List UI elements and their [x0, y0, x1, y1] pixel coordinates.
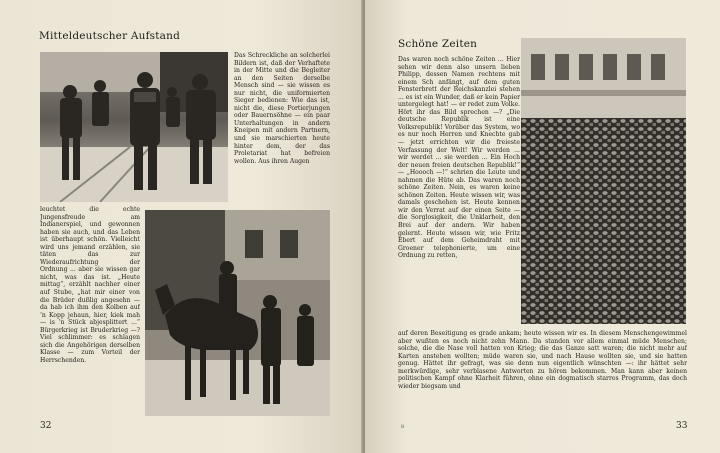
right-page-heading: Schöne Zeiten [398, 38, 478, 50]
left-lower-text-column [40, 206, 140, 416]
left-page-heading: Mitteldeutscher Aufstand [39, 30, 181, 42]
photo-mounted-soldier [145, 210, 330, 416]
signature-mark: 8 [401, 424, 405, 430]
right-column-paragraph: Das waren noch schöne Zeiten ... Hier sehen wir denn also unsern lieben Philipp, dessen Namen rechtens mit einem Sch anfängt, auf dem guten Fensterbrett der Reichskanzlei stehen ... es ist ein Wunder, daß er kein Papier untergelegt hat! — er redet zum Volke. Hört ihr das Bild sprechen —? „Die deutsche Republik ist eine Volksrepublik! Vorüber das System, wo es nur noch Herren und Knechte gab — jetzt errichten wir die freieste Verfassung der Welt! Wir werden ... wir werdet ... sie werden ... Ein Hoch der neuen freien deutschen Republik!“ — „Hoooch —!“ schrien die Leute und nahmen die Hüte ab. Das waren noch schöne Zeiten. Nein, es waren keine schönen Zeiten. Heute wissen wir, was damals geschehen ist. Heute kennen wir den Verrat auf der einen Seite — die Sorglosigkeit, die Unklarheit, den Brei auf der andern. Wir haben gelernt. Heute wissen wir, wie Fritz Ebert auf dem Geheimdraht mit Groener telephonierte, um eine Ordnung zu retten, [398, 56, 520, 260]
right-bottom-paragraph: auf deren Beseitigung es grade ankam; heute wissen wir es. In diesem Menschengewimmel aber wußten es noch nicht zehn Mann. Da standen vor allem einmal müde Menschen; solche, die die Nase voll hatten von Krieg; die das Ganze satt waren; die nicht mehr auf Karten anstehen wollten; müde waren sie, und nach Hause wollten sie, und sie hatten genug. Hättet ihr gefragt, was sie denn nun eigentlich wünschten —: ihr hättet sehr merkwürdige, sehr verblasene Antworten zu hören bekommen. Man kann aber keinen politischen Kampf ohne Klarheit führen, ohne ein dogmatisch starres Programm, das doch wieder biegsam und [398, 330, 687, 390]
right-page-number: 33 [676, 421, 688, 431]
photo-crowd-reich-chancellery [521, 38, 686, 324]
right-bottom-text-block [398, 330, 687, 420]
left-top-paragraph: Das Schreckliche an solcherlei Bildern ist, daß der Verhaftete in der Mitte und die Begleiter an den Seiten derselbe Mensch sind — sie wissen es nur nicht, die uniformierten Sieger bedienen: Wie das ist, nicht die, diese Portierjungen oder Bauernsöhne — ein paar Unterhaltungen in andern Kneipen mit andern Partnern, und sie marschierten heute hinter dem, der das Proletariat hat befreien wollen. Aus ihren Augen [234, 52, 330, 165]
right-page [365, 0, 720, 453]
right-text-column [398, 56, 520, 328]
left-lower-paragraph: leuchtet die echte Jungensfreude am Indianerspiel, und gewonnen haben sie auch, und das Leben ist überhaupt schön. Vielleicht wird uns jemand erzählen, sie täten das zur Wiederaufrichtung der Ordnung ... aber sie wissen gar nicht, was das ist. „Heute mittag“, erzählt nachher einer auf Stube, „hat mir einer von die Brüder dußlig angesehn — da hab ich ihm den Kolben auf ’n Kopp jehaun, hier, kiek mah — is ’n Stück abjesplittert ...“ Bürgerkrieg ist Bruderkrieg —? Viel schlimmer: es schlagen sich die Angehörigen derselben Klasse — zum Vorteil der Herrschenden. [40, 206, 140, 364]
left-page-number: 32 [40, 421, 52, 431]
photo-arrest-street [40, 52, 228, 202]
left-top-text-column [234, 52, 330, 204]
